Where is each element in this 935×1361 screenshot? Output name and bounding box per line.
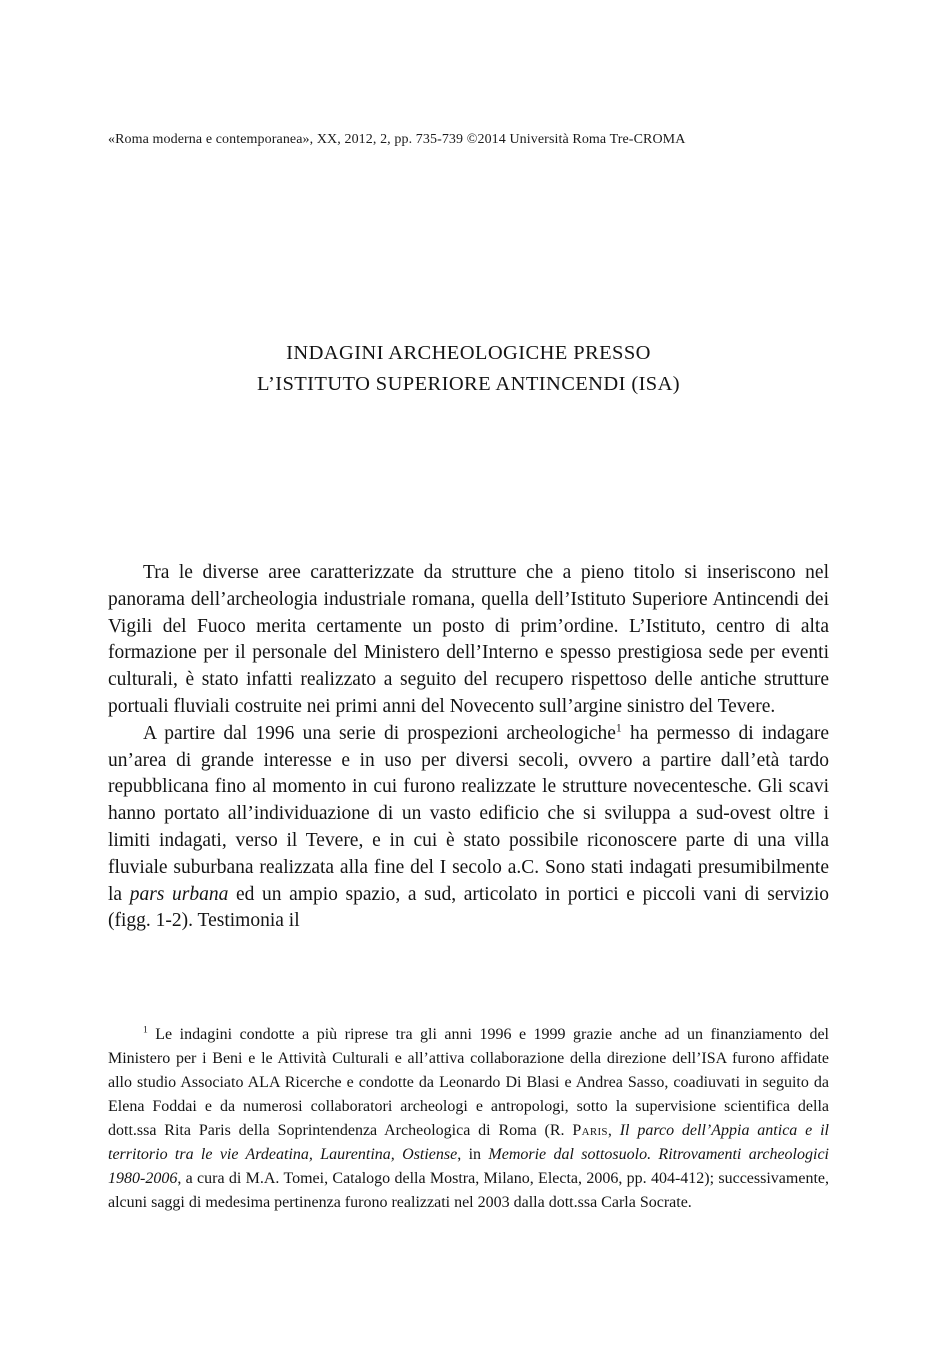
journal-citation-header: «Roma moderna e contemporanea», XX, 2012, 2, pp. 735-739 ©2014 Università Roma Tre-CROMA xyxy=(108,132,686,147)
article-title-line-1: INDAGINI ARCHEOLOGICHE PRESSO xyxy=(286,342,651,364)
footnote-1-text: Le indagini condotte a più riprese tra gli anni 1996 e 1999 grazie anche ad un finanziamento del Ministero per i Beni e le Attività Culturali e all’attiva collaborazione della direzione dell’ISA furono affidate allo studio Associato ALA Ricerche e condotte da Leonardo Di Blasi e Andrea Sasso, coadiuvati in seguito da Elena Foddai e da numerosi collaboratori archeologi e antropologi, sotto la supervisione scientifica della dott.ssa Rita Paris della Soprintendenza Archeologica di Roma (R. xyxy=(108,1026,829,1139)
footnote-reference-1: 1 xyxy=(615,721,622,735)
footnote-1-marker: 1 xyxy=(143,1024,148,1036)
article-title-line-2: L’ISTITUTO SUPERIORE ANTINCENDI (ISA) xyxy=(256,373,681,395)
body-paragraph-2 xyxy=(108,721,829,935)
paragraph-1-text: Tra le diverse aree caratterizzate da strutture che a pieno titolo si inseriscono nel panorama dell’archeologia industriale romana, quella dell’Istituto Superiore Antincendi dei Vigili del Fuoco merita certamente un posto di prim’ordine. L’Istituto, centro di alta formazione per il personale del Ministero dell’Interno e spesso prestigiosa sede per eventi culturali, è stato infatti realizzato a seguito del recupero rispettoso delle antiche strutture portuali fluviali costruite nei primi anni del Novecento sull’argine sinistro del Tevere. xyxy=(108,562,829,717)
body-paragraph-1 xyxy=(108,560,829,721)
author-name-smallcaps: Paris xyxy=(572,1122,608,1139)
cited-work-title-italic: Il parco dell’Appia antica e il territorio tra le vie Ardeatina, Laurentina, Ostiense xyxy=(108,1122,830,1163)
article-body xyxy=(108,560,829,935)
article-title xyxy=(108,338,829,400)
footnote-1 xyxy=(108,1023,829,1215)
paragraph-2-text: ed un ampio spazio, a sud, articolato in portici e piccoli vani di servizio (figg. 1-2). Testimonia il xyxy=(108,883,829,932)
paragraph-2-text: ha permesso di indagare un’area di grande interesse e in uso per diversi secoli, ovvero a partire dall’età tardo repubblicana fino al momento in cui furono realizzate le strutture novecentesche. Gli scavi hanno portato all’individuazione di un vasto edificio che si sviluppa a sud-ovest oltre i limiti indagati, verso il Tevere, e in cui è stato possibile riconoscere parte di una villa fluviale suburbana realizzata alla fine del I secolo a.C. Sono stati indagati presumibilmente la xyxy=(108,722,829,905)
paragraph-2-text: A partire dal 1996 una serie di prospezioni archeologiche xyxy=(143,722,616,744)
footnote-1-text: , in xyxy=(457,1146,489,1163)
footnote-1-text: , xyxy=(607,1122,620,1139)
footnote-area xyxy=(108,1023,829,1215)
latin-term-italic: pars urbana xyxy=(129,883,229,905)
cited-volume-title-italic: Memorie dal sottosuolo. Ritrovamenti archeologici 1980-2006 xyxy=(108,1146,829,1187)
footnote-1-text: , a cura di M.A. Tomei, Catalogo della Mostra, Milano, Electa, 2006, pp. 404-412); successivamente, alcuni saggi di medesima pertinenza furono realizzati nel 2003 dalla dott.ssa Carla Socrate. xyxy=(108,1170,829,1211)
